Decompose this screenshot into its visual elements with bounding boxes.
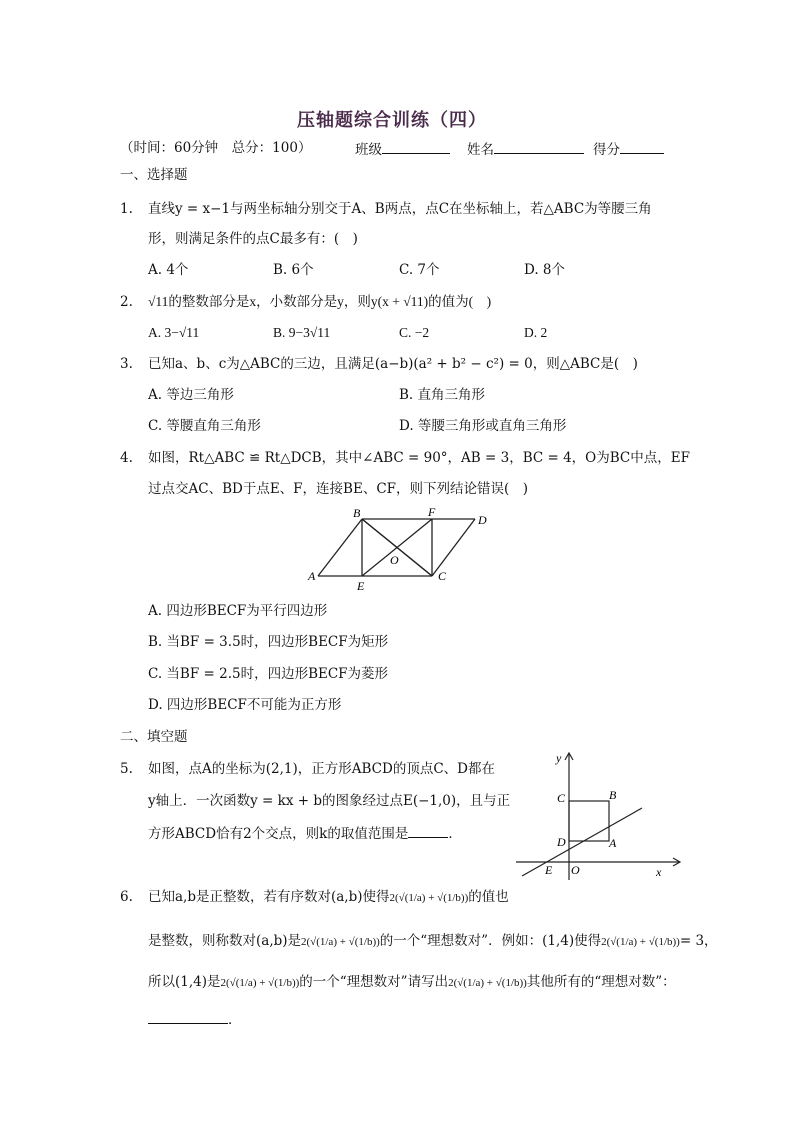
q2-stem-line1: √11的整数部分是x，小数部分是y，则y(x + √11)的值为( ) [148, 294, 492, 309]
q5-stem-line3 [148, 823, 462, 843]
q2-option-a[interactable]: A. 3−√11 [148, 325, 200, 340]
class-field[interactable] [355, 139, 450, 159]
q1-option-b[interactable]: B. 6个 [273, 262, 314, 278]
q4-label-o: O [390, 553, 399, 567]
score-label: 得分 [593, 142, 620, 158]
q6-end: ． [228, 1012, 242, 1028]
q5-label-e: E [545, 863, 553, 877]
section-fill-heading: 二、填空题 [120, 729, 188, 745]
q4-option-d[interactable]: D. 四边形BECF不可能为正方形 [148, 697, 342, 713]
q1-stem-line2: 形，则满足条件的点C最多有：( ) [148, 231, 358, 247]
q4-label-f: F [428, 506, 436, 519]
q4-number: 4. [120, 450, 133, 466]
score-field[interactable] [593, 139, 664, 159]
q6-line2c: = 3， [679, 933, 718, 949]
q6-expr-4: 2(√(1/a) + √(1/b)) [220, 977, 300, 989]
q1-option-c[interactable]: C. 7个 [399, 262, 440, 278]
q5-answer-blank[interactable] [408, 823, 448, 838]
q6-stem-line1 [148, 888, 509, 907]
class-label: 班级 [355, 142, 382, 158]
q6-expr-3: 2(√(1/a) + √(1/b)) [601, 936, 680, 948]
q4-label-c: C [438, 569, 447, 583]
q6-line3a: 所以(1,4)是 [148, 974, 221, 990]
q4-stem-line2: 过点交AC、BD于点E、F，连接BE、CF，则下列结论错误( ) [148, 481, 529, 497]
q4-stem-line1: 如图，Rt△ABC ≌ Rt△DCB，其中∠ABC = 90°，AB = 3，BC = 4，O为BC中点，EF [148, 450, 690, 466]
q4-label-a: A [308, 569, 316, 583]
q3-number: 3. [120, 356, 133, 372]
q5-label-b: B [609, 788, 617, 802]
time-total-info: （时间：60分钟 总分：100） [120, 140, 312, 156]
q3-option-b[interactable]: B. 直角三角形 [399, 387, 486, 403]
q4-option-c[interactable]: C. 当BF = 2.5时，四边形BECF为菱形 [148, 666, 389, 682]
q6-number: 6. [120, 889, 133, 905]
q4-label-e: E [357, 579, 365, 590]
q5-stem-line1: 如图，点A的坐标为(2,1)，正方形ABCD的顶点C、D都在 [148, 761, 495, 777]
q5-stem-line3-text: 方形ABCD恰有2个交点，则k的取值范围是 [148, 826, 409, 842]
q6-answer-blank[interactable] [148, 1009, 228, 1024]
q2-option-d[interactable]: D. 2 [524, 325, 548, 340]
q6-expr-5: 2(√(1/a) + √(1/b)) [448, 977, 527, 989]
q5-label-c: C [557, 791, 566, 805]
q5-number: 5. [120, 761, 133, 777]
q1-stem-line1: 直线y = x−1与两坐标轴分别交于A、B两点，点C在坐标轴上，若△ABC为等腰三角 [148, 201, 652, 217]
q6-line1a: 已知a,b是正整数，若有序数对(a,b)使得 [148, 889, 390, 905]
q5-end: ． [448, 826, 462, 842]
q6-expr-2: 2(√(1/a) + √(1/b)) [301, 936, 380, 948]
q5-label-d: D [557, 835, 566, 849]
page-title: 压轴题综合训练（四） [297, 110, 487, 131]
class-blank[interactable] [382, 139, 450, 154]
q6-answer-line [148, 1009, 242, 1029]
q3-option-a[interactable]: A. 等边三角形 [148, 387, 234, 403]
q4-option-a[interactable]: A. 四边形BECF为平行四边形 [148, 603, 328, 619]
q6-line2a: 是整数，则称数对(a,b)是 [148, 933, 302, 949]
q6-stem-line3 [148, 973, 676, 992]
q5-label-o: O [571, 863, 580, 877]
q2-option-b[interactable]: B. 9−3√11 [273, 325, 331, 340]
name-blank[interactable] [494, 139, 584, 154]
q6-expr-1: 2(√(1/a) + √(1/b)) [389, 892, 469, 904]
q4-label-d: D [478, 513, 487, 527]
q4-figure-parallelogram [300, 506, 500, 590]
q6-line2b: 的一个“理想数对”．例如：(1,4)使得 [379, 933, 602, 949]
q2-option-c[interactable]: C. −2 [399, 325, 430, 340]
name-field[interactable] [467, 139, 584, 159]
q6-stem-line2 [148, 932, 718, 951]
q3-option-c[interactable]: C. 等腰直角三角形 [148, 418, 261, 434]
q6-line1b: 的值也 [468, 889, 509, 905]
q6-line3b: 的一个“理想数对”请写出 [299, 974, 449, 990]
q3-stem-line1: 已知a、b、c为△ABC的三边，且满足(a−b)(a² + b² − c²) = 0，则△ABC是( ) [148, 356, 638, 372]
q3-option-d[interactable]: D. 等腰三角形或直角三角形 [399, 418, 567, 434]
q5-label-a: A [609, 836, 617, 850]
q4-label-b: B [353, 506, 361, 520]
q1-number: 1. [120, 201, 133, 217]
q5-label-x: x [656, 865, 662, 879]
q6-line3c: 其他所有的“理想对数”： [526, 974, 676, 990]
q1-option-a[interactable]: A. 4个 [148, 262, 189, 278]
section-choice-heading: 一、选择题 [120, 167, 188, 183]
name-label: 姓名 [467, 142, 494, 158]
q5-label-y: y [556, 751, 562, 765]
q1-option-d[interactable]: D. 8个 [524, 262, 566, 278]
q5-stem-line2: y轴上．一次函数y = kx + b的图象经过点E(−1,0)，且与正 [148, 793, 511, 809]
q2-number: 2. [120, 294, 133, 310]
q4-option-b[interactable]: B. 当BF = 3.5时，四边形BECF为矩形 [148, 634, 389, 650]
score-blank[interactable] [620, 139, 664, 154]
q5-figure-coordinate-plane [512, 748, 684, 882]
